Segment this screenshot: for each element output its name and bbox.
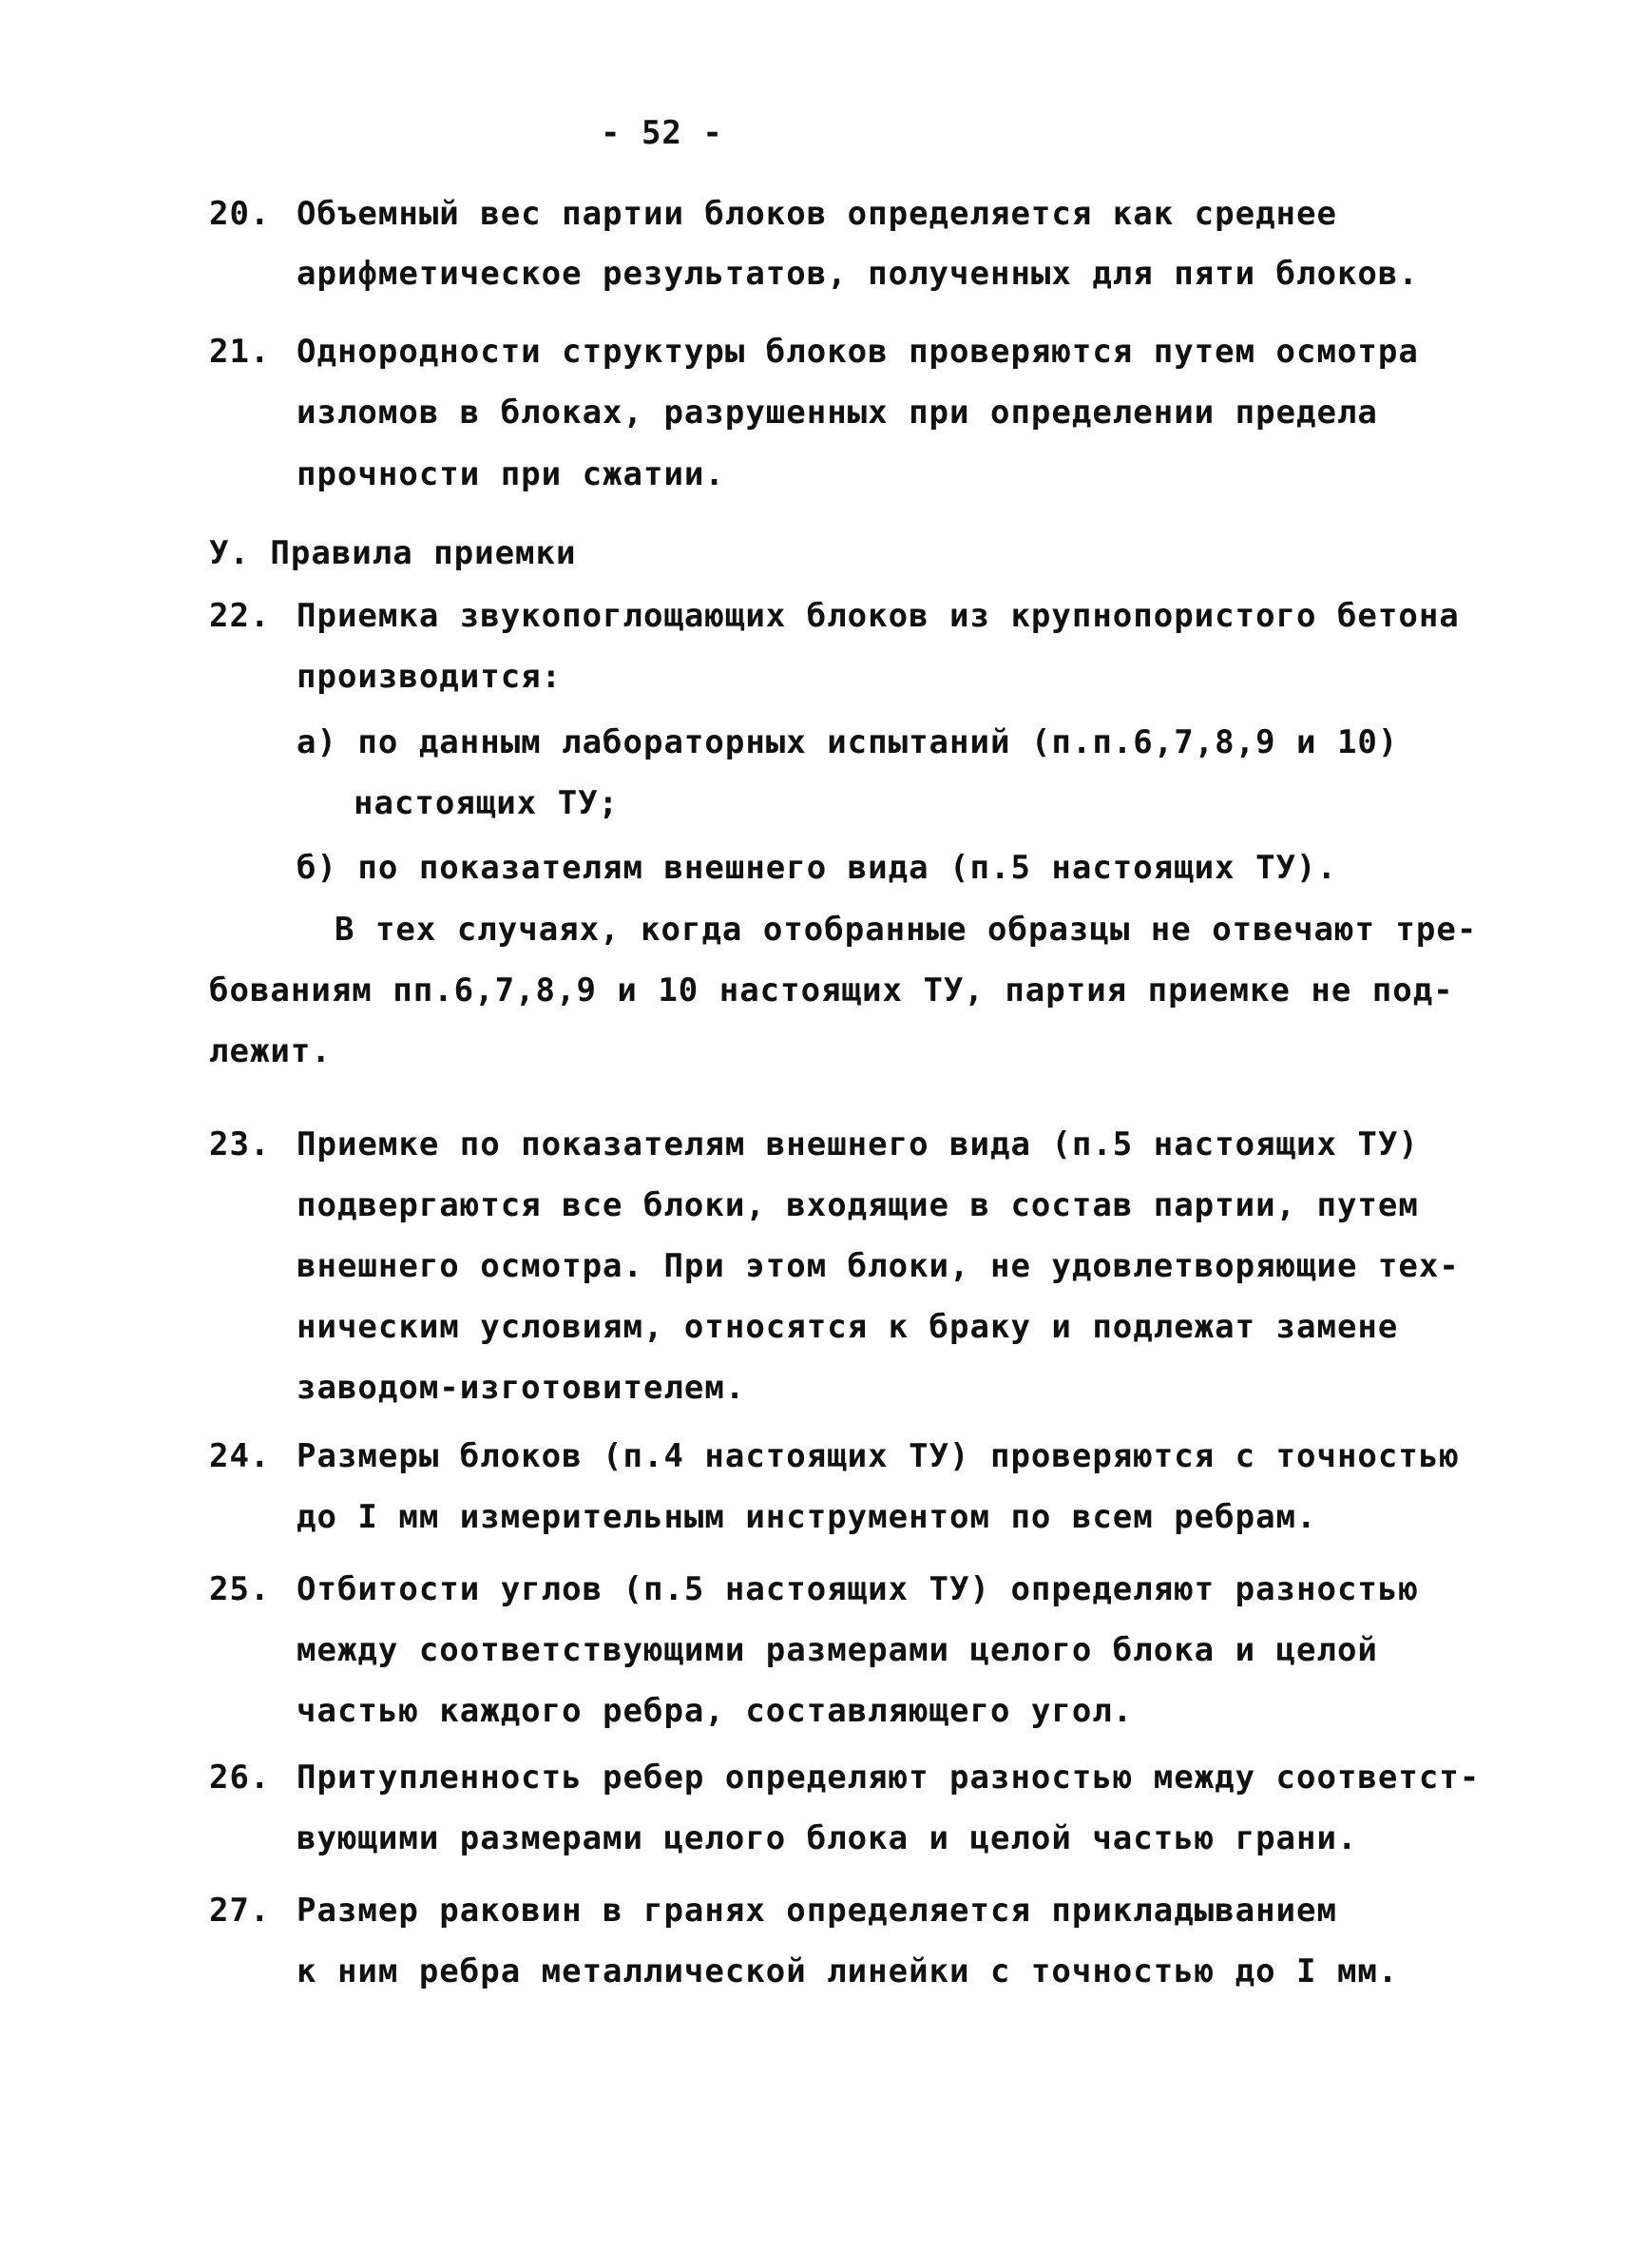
page-number: - 52 - xyxy=(601,114,723,152)
item-22-note-line-1: В тех случаях, когда отобранные образцы не отвечают тре- xyxy=(335,911,1478,949)
item-22-number: 22. xyxy=(209,597,271,635)
item-24-line-2: до I мм измерительным инструментом по всем ребрам. xyxy=(297,1498,1317,1536)
item-24-line-1: Размеры блоков (п.4 настоящих ТУ) проверяются с точностью xyxy=(297,1437,1460,1475)
item-26-line-1: Притупленность ребер определяют разностью между соответст- xyxy=(297,1759,1481,1797)
item-21-line-3: прочности при сжатии. xyxy=(297,455,725,493)
item-27-line-2: к ним ребра металлической линейки с точностью до I мм. xyxy=(297,1952,1399,1990)
item-21-line-2: изломов в блоках, разрушенных при определении предела xyxy=(297,394,1378,432)
item-21-line-1: Однородности структуры блоков проверяются путем осмотра xyxy=(297,333,1419,371)
item-23-number: 23. xyxy=(209,1125,271,1163)
item-23-line-3: внешнего осмотра. При этом блоки, не удовлетворяющие тех- xyxy=(297,1247,1460,1285)
item-22-sub-b: б) по показателям внешнего вида (п.5 настоящих ТУ). xyxy=(297,849,1337,887)
item-23-line-2: подвергаются все блоки, входящие в состав партии, путем xyxy=(297,1186,1419,1224)
item-23-line-5: заводом-изготовителем. xyxy=(297,1369,746,1407)
item-26-line-2: вующими размерами целого блока и целой частью грани. xyxy=(297,1819,1358,1857)
item-23-line-1: Приемке по показателям внешнего вида (п.5 настоящих ТУ) xyxy=(297,1125,1419,1163)
item-22-line-2: производится: xyxy=(297,658,563,696)
item-20-line-1: Объемный вес партии блоков определяется как среднее xyxy=(297,195,1337,233)
item-22-sub-a-line-2: настоящих ТУ; xyxy=(354,784,620,822)
item-21-number: 21. xyxy=(209,333,271,371)
item-26-number: 26. xyxy=(209,1759,271,1797)
section-heading: У. Правила приемки xyxy=(209,534,577,572)
item-23-line-4: ническим условиям, относятся к браку и подлежат замене xyxy=(297,1308,1399,1346)
item-25-line-1: Отбитости углов (п.5 настоящих ТУ) определяют разностью xyxy=(297,1570,1419,1608)
item-27-number: 27. xyxy=(209,1892,271,1930)
item-27-line-1: Размер раковин в гранях определяется прикладыванием xyxy=(297,1892,1337,1930)
item-24-number: 24. xyxy=(209,1437,271,1475)
item-25-line-3: частью каждого ребра, составляющего угол. xyxy=(297,1692,1134,1730)
item-25-number: 25. xyxy=(209,1570,271,1608)
item-20-number: 20. xyxy=(209,195,271,233)
item-25-line-2: между соответствующими размерами целого блока и целой xyxy=(297,1631,1378,1669)
item-20-line-2: арифметическое результатов, полученных для пяти блоков. xyxy=(297,255,1419,293)
item-22-line-1: Приемка звукопоглощающих блоков из крупнопористого бетона xyxy=(297,597,1460,635)
item-22-note-line-3: лежит. xyxy=(209,1032,332,1070)
item-22-sub-a-line-1: а) по данным лабораторных испытаний (п.п.6,7,8,9 и 10) xyxy=(297,723,1399,761)
item-22-note-line-2: бованиям пп.6,7,8,9 и 10 настоящих ТУ, партия приемке не под- xyxy=(209,971,1454,1009)
